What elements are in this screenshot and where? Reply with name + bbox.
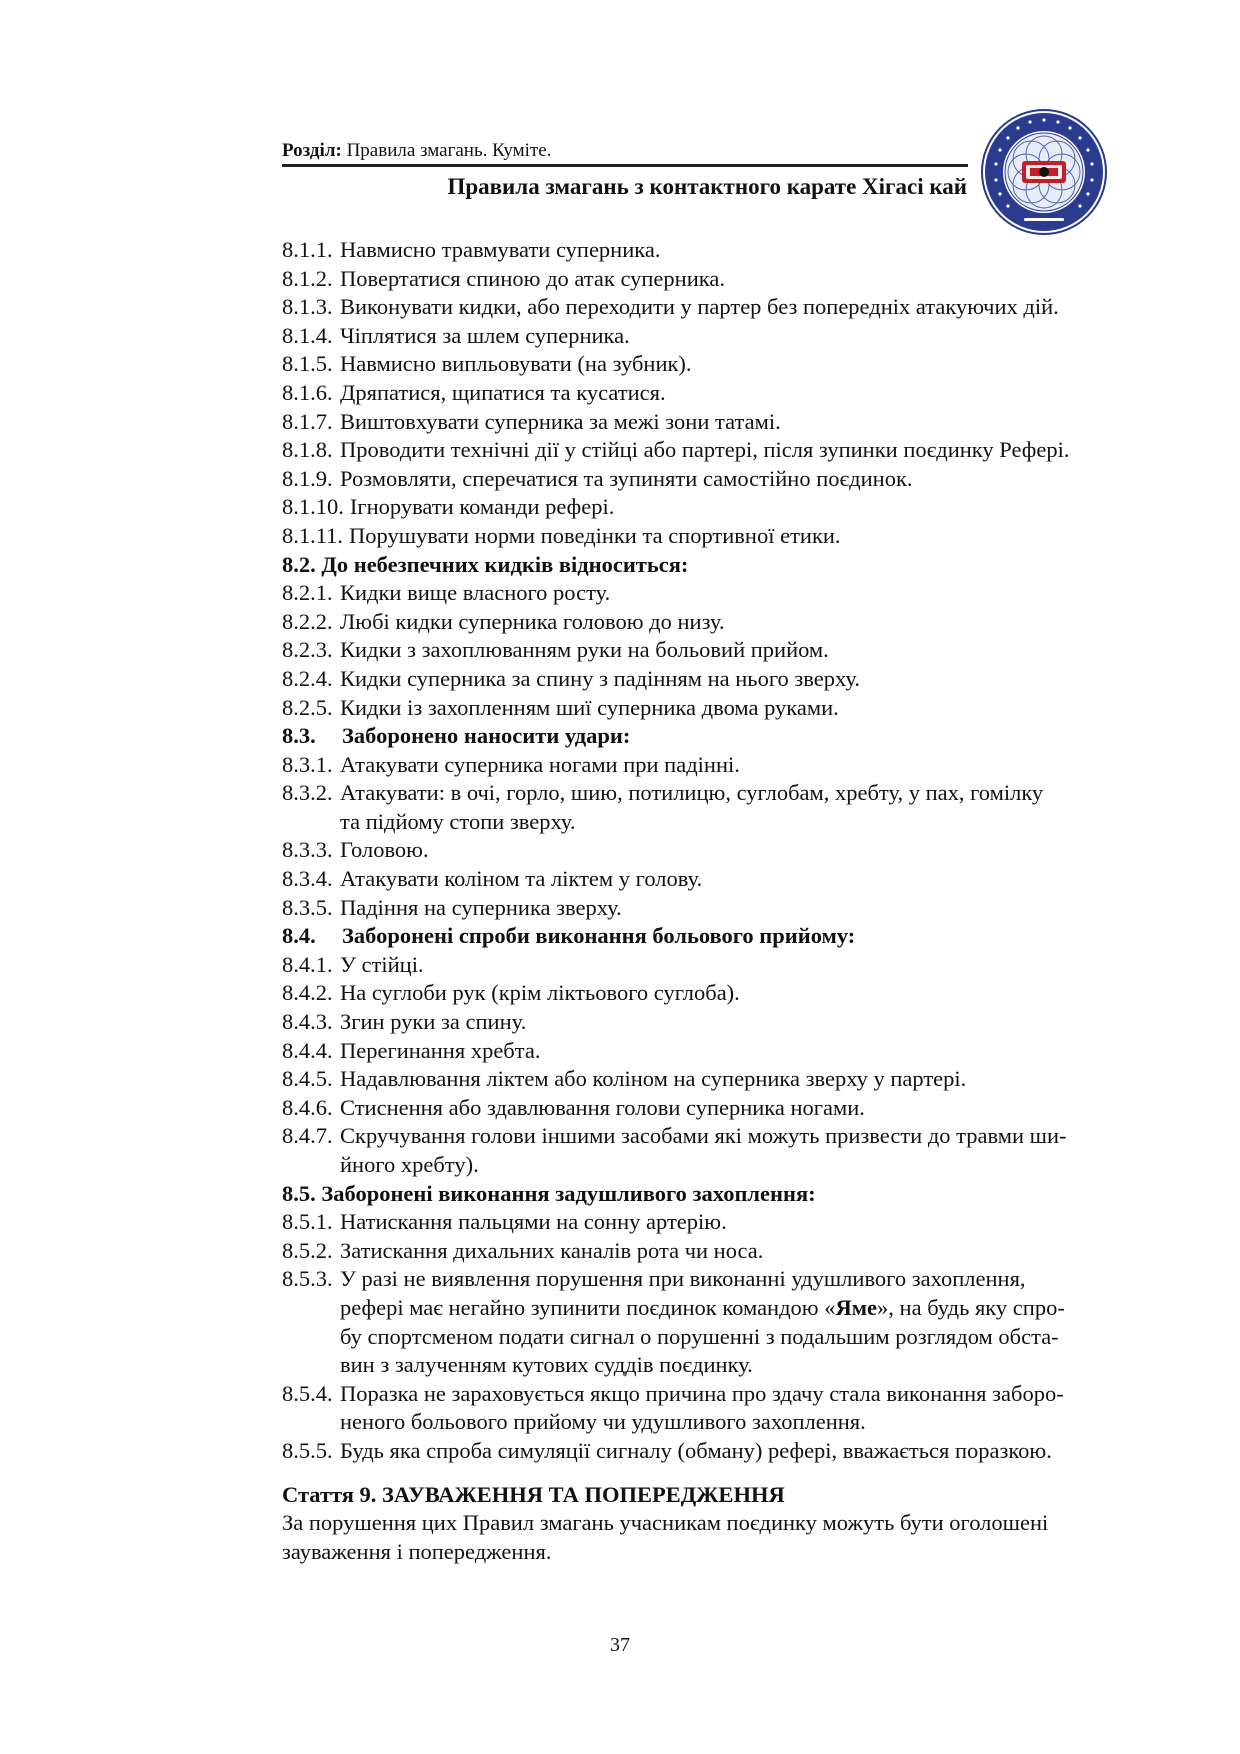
item-number: 8.1.6.	[282, 379, 333, 405]
item-text: Кидки з захоплюванням руки на больовий прийом.	[340, 637, 829, 663]
list-8-5	[282, 1208, 1162, 1265]
list-item	[282, 751, 1162, 780]
item-number: 8.4.3.	[282, 1009, 333, 1035]
item-number: 8.5.1.	[282, 1209, 333, 1235]
item-number: 8.5.3.	[282, 1266, 333, 1292]
item-number: 8.3.1.	[282, 751, 333, 777]
list-item	[282, 836, 1162, 865]
list-item	[282, 1437, 1162, 1466]
item-number: 8.4.2.	[282, 980, 333, 1006]
list-item	[282, 694, 1162, 723]
item-number: 8.2.3.	[282, 637, 333, 663]
heading-8-5: 8.5. Заборонені виконання задушливого захоплення:	[282, 1180, 816, 1206]
list-item	[282, 1265, 1162, 1294]
list-item	[282, 979, 1162, 1008]
command-yame: Яме	[835, 1294, 878, 1320]
list-8-3	[282, 836, 1162, 922]
item-text: Згин руки за спину.	[340, 1009, 527, 1035]
item-text: Порушувати норми поведінки та спортивної етики.	[349, 522, 841, 548]
list-item	[282, 465, 1162, 494]
list-item	[282, 1237, 1162, 1266]
item-number: 8.4.4.	[282, 1037, 333, 1063]
list-8-1-10	[282, 493, 1162, 550]
item-text: Чіплятися за шлем суперника.	[340, 322, 630, 348]
list-item	[282, 1094, 1162, 1123]
list-item	[282, 608, 1162, 637]
list-8-2	[282, 579, 1162, 722]
heading-8-4	[282, 922, 1162, 951]
list-8-4	[282, 951, 1162, 1123]
item-text: Виконувати кидки, або переходити у партер без попередніх атакуючих дій.	[340, 294, 1059, 320]
item-number: 8.1.8.	[282, 437, 333, 463]
item-text: Перегинання хребта.	[340, 1037, 541, 1063]
list-item	[282, 293, 1162, 322]
item-text: Скручування голови іншими засобами які можуть призвести до травми ши-	[340, 1123, 1067, 1149]
item-number: 8.1.4.	[282, 322, 333, 348]
list-item	[282, 493, 1162, 522]
item-number: 8.3.3.	[282, 837, 333, 863]
item-continuation: неного больового прийому чи удушливого захоплення.	[340, 1409, 866, 1435]
list-item	[282, 265, 1162, 294]
item-number: 8.2.5.	[282, 694, 333, 720]
item-text: Затискання дихальних каналів рота чи носа.	[340, 1237, 764, 1263]
item-text: Надавлювання ліктем або коліном на суперника зверху у партері.	[340, 1066, 967, 1092]
item-number: 8.2.4.	[282, 665, 333, 691]
list-item	[282, 1008, 1162, 1037]
item-text: Навмисно випльовувати (на зубник).	[340, 351, 692, 377]
heading-number: 8.4.	[282, 923, 316, 949]
item-text: Стиснення або здавлювання голови суперника ногами.	[340, 1094, 865, 1120]
item-text: Дряпатися, щипатися та кусатися.	[340, 379, 666, 405]
item-number: 8.4.1.	[282, 951, 333, 977]
list-item	[282, 865, 1162, 894]
item-number: 8.1.11.	[282, 522, 344, 548]
list-item	[282, 894, 1162, 923]
list-item	[282, 951, 1162, 980]
list-item	[282, 1065, 1162, 1094]
item-continuation: вин з залученням кутових суддів поєдинку.	[340, 1352, 753, 1378]
list-item	[282, 779, 1162, 808]
item-text: Атакувати: в очі, горло, шию, потилицю, суглобам, хребту, у пах, гомілку	[340, 780, 1044, 806]
page-number: 37	[610, 1634, 630, 1656]
item-number: 8.4.6.	[282, 1094, 333, 1120]
item-number: 8.1.7.	[282, 408, 333, 434]
list-item	[282, 522, 1162, 551]
item-continuation: бу спортсменом подати сигнал о порушенні з подальшим розглядом обста-	[340, 1323, 1059, 1349]
item-text: Повертатися спиною до атак суперника.	[340, 265, 725, 291]
section-value: Правила змагань. Куміте.	[346, 140, 552, 161]
article-9-text-line: зауваження і попередження.	[282, 1538, 552, 1564]
item-text: Проводити технічні дії у стійці або партері, після зупинки поєдинку Рефері.	[340, 437, 1070, 463]
item-text: Розмовляти, сперечатися та зупиняти самостійно поєдинок.	[340, 465, 913, 491]
item-text: Кидки суперника за спину з падінням на нього зверху.	[340, 665, 860, 691]
item-number: 8.4.5.	[282, 1066, 333, 1092]
item-text: Головою.	[340, 837, 429, 863]
list-item	[282, 1208, 1162, 1237]
item-number: 8.2.1.	[282, 580, 333, 606]
item-number: 8.1.3.	[282, 294, 333, 320]
list-item	[282, 379, 1162, 408]
list-item	[282, 436, 1162, 465]
item-text: Атакувати суперника ногами при падінні.	[340, 751, 740, 777]
article-9-text-line: За порушення цих Правил змагань учасникам поєдинку можуть бути оголошені	[282, 1510, 1049, 1536]
heading-8-3	[282, 722, 1162, 751]
item-number: 8.2.2.	[282, 608, 333, 634]
continuation-text: », на будь яку спро-	[877, 1294, 1065, 1320]
heading-number: 8.3.	[282, 723, 316, 749]
item-number: 8.4.7.	[282, 1123, 333, 1149]
item-text: Атакувати коліном та ліктем у голову.	[340, 866, 703, 892]
item-number: 8.5.2.	[282, 1237, 333, 1263]
document-title: Правила змагань з контактного карате Хігасі кай	[447, 174, 967, 199]
heading-text: Заборонені спроби виконання больового прийому:	[342, 923, 856, 949]
item-number: 8.1.9.	[282, 465, 333, 491]
item-number: 8.5.4.	[282, 1380, 333, 1406]
item-text: Любі кидки суперника головою до низу.	[340, 608, 725, 634]
list-8-1	[282, 236, 1162, 493]
item-text: Навмисно травмувати суперника.	[340, 237, 661, 262]
item-number: 8.1.1.	[282, 237, 333, 262]
header-divider	[282, 164, 968, 167]
list-item	[282, 1037, 1162, 1066]
list-item	[282, 636, 1162, 665]
heading-8-2: 8.2. До небезпечних кидків відноситься:	[282, 551, 689, 577]
item-number: 8.1.5.	[282, 351, 333, 377]
item-text: Падіння на суперника зверху.	[340, 894, 622, 920]
wkfhkk-logo	[980, 108, 1108, 236]
list-item	[282, 408, 1162, 437]
page-header	[282, 140, 968, 200]
item-number: 8.1.10.	[282, 494, 344, 520]
item-number: 8.3.5.	[282, 894, 333, 920]
item-text: Ігнорувати команди рефері.	[349, 494, 615, 520]
item-number: 8.5.5.	[282, 1437, 333, 1463]
document-body	[282, 236, 1162, 1566]
item-continuation: та підйому стопи зверху.	[340, 808, 576, 834]
list-item	[282, 1122, 1162, 1151]
list-item	[282, 350, 1162, 379]
item-text: На суглоби рук (крім ліктьового суглоба).	[340, 980, 740, 1006]
item-text: Кидки вище власного росту.	[340, 580, 611, 606]
continuation-text: рефері має негайно зупинити поєдинок командою «	[340, 1294, 836, 1320]
item-continuation: йного хребту).	[340, 1152, 479, 1177]
item-text: У стійці.	[340, 951, 424, 977]
list-item	[282, 1380, 1162, 1409]
item-number: 8.3.4.	[282, 866, 333, 892]
section-line	[282, 140, 968, 162]
list-item	[282, 665, 1162, 694]
item-number: 8.1.2.	[282, 265, 333, 291]
article-9-title: Стаття 9. ЗАУВАЖЕННЯ ТА ПОПЕРЕДЖЕННЯ	[282, 1481, 785, 1507]
item-text: У разі не виявлення порушення при виконанні удушливого захоплення,	[340, 1266, 1026, 1292]
item-text: Кидки із захопленням шиї суперника двома руками.	[340, 694, 839, 720]
heading-text: Заборонено наносити удари:	[342, 723, 631, 749]
item-continuation	[282, 1294, 1162, 1323]
list-item	[282, 236, 1162, 265]
list-item	[282, 579, 1162, 608]
item-text: Будь яка спроба симуляції сигналу (обману) рефері, вважається поразкою.	[340, 1437, 1052, 1463]
list-item	[282, 322, 1162, 351]
item-number: 8.3.2.	[282, 780, 333, 806]
item-text: Виштовхувати суперника за межі зони татамі.	[340, 408, 781, 434]
item-text: Натискання пальцями на сонну артерію.	[340, 1209, 727, 1235]
section-label: Розділ:	[282, 140, 342, 161]
item-text: Поразка не зараховується якщо причина про здачу стала виконання заборо-	[340, 1380, 1064, 1406]
